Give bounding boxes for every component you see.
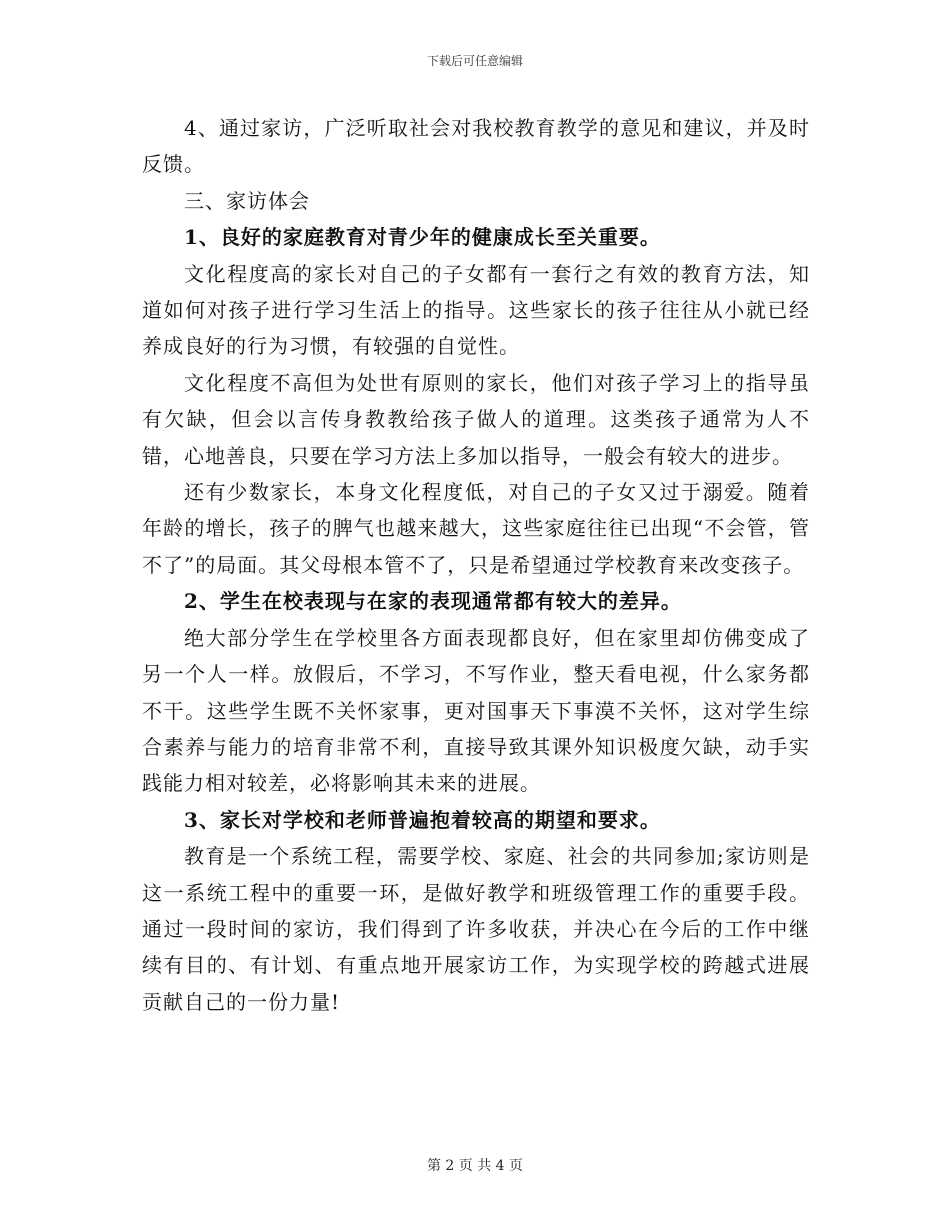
section-heading-home-visit-reflections: 三、家访体会 (184, 188, 310, 213)
paragraph-feedback: 4、通过家访，广泛听取社会对我校教育教学的意见和建议，并及时反馈。 (142, 116, 810, 177)
subheading-family-education: 1、良好的家庭教育对青少年的健康成长至关重要。 (184, 225, 661, 250)
paragraph-principled-parents: 文化程度不高但为处世有原则的家长，他们对孩子学习上的指导虽有欠缺，但会以言传身教教给孩子做人的道理。这类孩子通常为人不错，心地善良，只要在学习方法上多加以指导，一般会有较大的进步。 (142, 370, 810, 468)
page-footer: 第 2 页 共 4 页 (426, 1158, 524, 1174)
subheading-school-home-difference: 2、学生在校表现与在家的表现通常都有较大的差异。 (184, 589, 682, 614)
subheading-parent-expectations: 3、家长对学校和老师普遍抱着较高的期望和要求。 (184, 807, 661, 832)
paragraph-student-behavior: 绝大部分学生在学校里各方面表现都良好，但在家里却仿佛变成了另一个人一样。放假后，不学习，不写作业，整天看电视，什么家务都不干。这些学生既不关怀家事，更对国事天下事漠不关怀，这对学生综合素养与能力的培育非常不利，直接导致其课外知识极度欠缺，动手实践能力相对较差，必将影响其未来的进展。 (142, 625, 810, 796)
paragraph-doting-parents: 还有少数家长，本身文化程度低，对自己的子女又过于溺爱。随着年龄的增长，孩子的脾气也越来越大，这些家庭往往已出现“不会管，管不了”的局面。其父母根本管不了，只是希望通过学校教育来改变孩子。 (142, 480, 810, 577)
paragraph-education-system: 教育是一个系统工程，需要学校、家庭、社会的共同参加;家访则是这一系统工程中的重要一环，是做好教学和班级管理工作的重要手段。通过一段时间的家访，我们得到了许多收获，并决心在今后的工作中继续有目的、有计划、有重点地开展家访工作，为实现学校的跨越式进展贡献自己的一份力量! (142, 844, 810, 1014)
paragraph-educated-parents: 文化程度高的家长对自己的子女都有一套行之有效的教育方法，知道如何对孩子进行学习生活上的指导。这些家长的孩子往往从小就已经养成良好的行为习惯，有较强的自觉性。 (142, 261, 810, 359)
page-header: 下载后可任意编辑 (426, 54, 523, 68)
document-body (142, 110, 810, 1020)
